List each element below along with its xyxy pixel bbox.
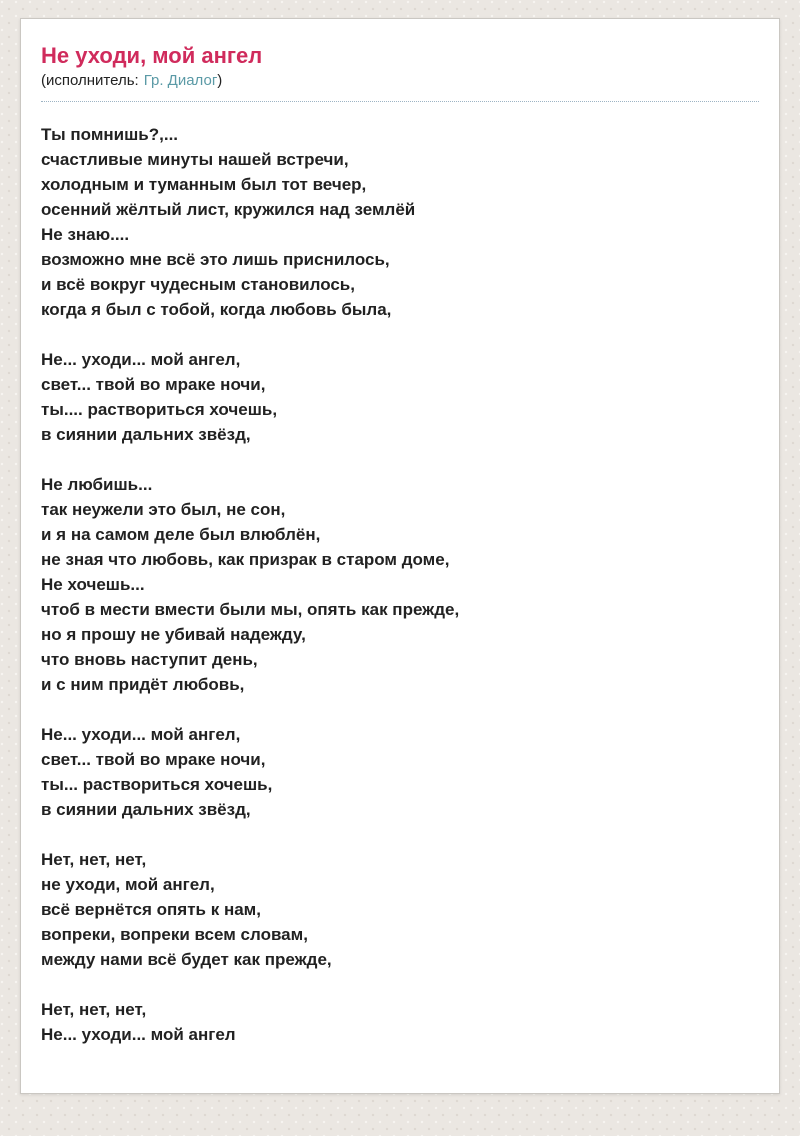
lyrics-text xyxy=(41,122,759,1047)
lyric-line: не уходи, мой ангел, xyxy=(41,875,215,894)
lyric-stanza xyxy=(41,722,759,822)
lyric-line: возможно мне всё это лишь приснилось, xyxy=(41,250,390,269)
lyric-line: всё вернётся опять к нам, xyxy=(41,900,261,919)
artist-row xyxy=(41,71,759,102)
lyric-line: Нет, нет, нет, xyxy=(41,850,147,869)
lyric-line: осенний жёлтый лист, кружился над землёй xyxy=(41,200,416,219)
lyric-line: вопреки, вопреки всем словам, xyxy=(41,925,308,944)
lyric-line: свет... твой во мраке ночи, xyxy=(41,375,266,394)
lyric-line: свет... твой во мраке ночи, xyxy=(41,750,266,769)
lyric-line: Не... уходи... мой ангел, xyxy=(41,725,241,744)
lyric-stanza xyxy=(41,122,759,322)
lyric-line: так неужели это был, не сон, xyxy=(41,500,286,519)
lyric-line: и всё вокруг чудесным становилось, xyxy=(41,275,355,294)
lyric-stanza xyxy=(41,997,759,1047)
lyric-stanza xyxy=(41,847,759,972)
lyric-line: Не... уходи... мой ангел xyxy=(41,1025,236,1044)
lyric-line: Не хочешь... xyxy=(41,575,145,594)
page-title: Не уходи, мой ангел xyxy=(41,43,263,68)
lyric-line: когда я был с тобой, когда любовь была, xyxy=(41,300,392,319)
lyric-line: между нами всё будет как прежде, xyxy=(41,950,332,969)
lyric-line: ты.... раствориться хочешь, xyxy=(41,400,278,419)
lyric-line: в сиянии дальних звёзд, xyxy=(41,800,251,819)
lyric-line: чтоб в мести вмести были мы, опять как прежде, xyxy=(41,600,460,619)
lyric-stanza xyxy=(41,347,759,447)
lyric-line: и я на самом деле был влюблён, xyxy=(41,525,321,544)
lyric-line: холодным и туманным был тот вечер, xyxy=(41,175,367,194)
lyric-line: ты... раствориться хочешь, xyxy=(41,775,273,794)
lyric-line: что вновь наступит день, xyxy=(41,650,258,669)
artist-close-paren: ) xyxy=(217,72,223,89)
lyric-stanza xyxy=(41,472,759,697)
artist-label: (исполнитель: xyxy=(41,72,139,89)
lyric-line: но я прошу не убивай надежду, xyxy=(41,625,306,644)
artist-link[interactable]: Гр. Диалог xyxy=(143,72,218,89)
lyric-line: Не любишь... xyxy=(41,475,153,494)
lyric-line: счастливые минуты нашей встречи, xyxy=(41,150,349,169)
lyric-line: Не знаю.... xyxy=(41,225,130,244)
lyric-line: в сиянии дальних звёзд, xyxy=(41,425,251,444)
lyric-line: не зная что любовь, как призрак в старом доме, xyxy=(41,550,450,569)
lyrics-card xyxy=(20,18,780,1094)
lyric-line: Нет, нет, нет, xyxy=(41,1000,147,1019)
lyric-line: Ты помнишь?,... xyxy=(41,125,179,144)
lyric-line: Не... уходи... мой ангел, xyxy=(41,350,241,369)
lyric-line: и с ним придёт любовь, xyxy=(41,675,245,694)
